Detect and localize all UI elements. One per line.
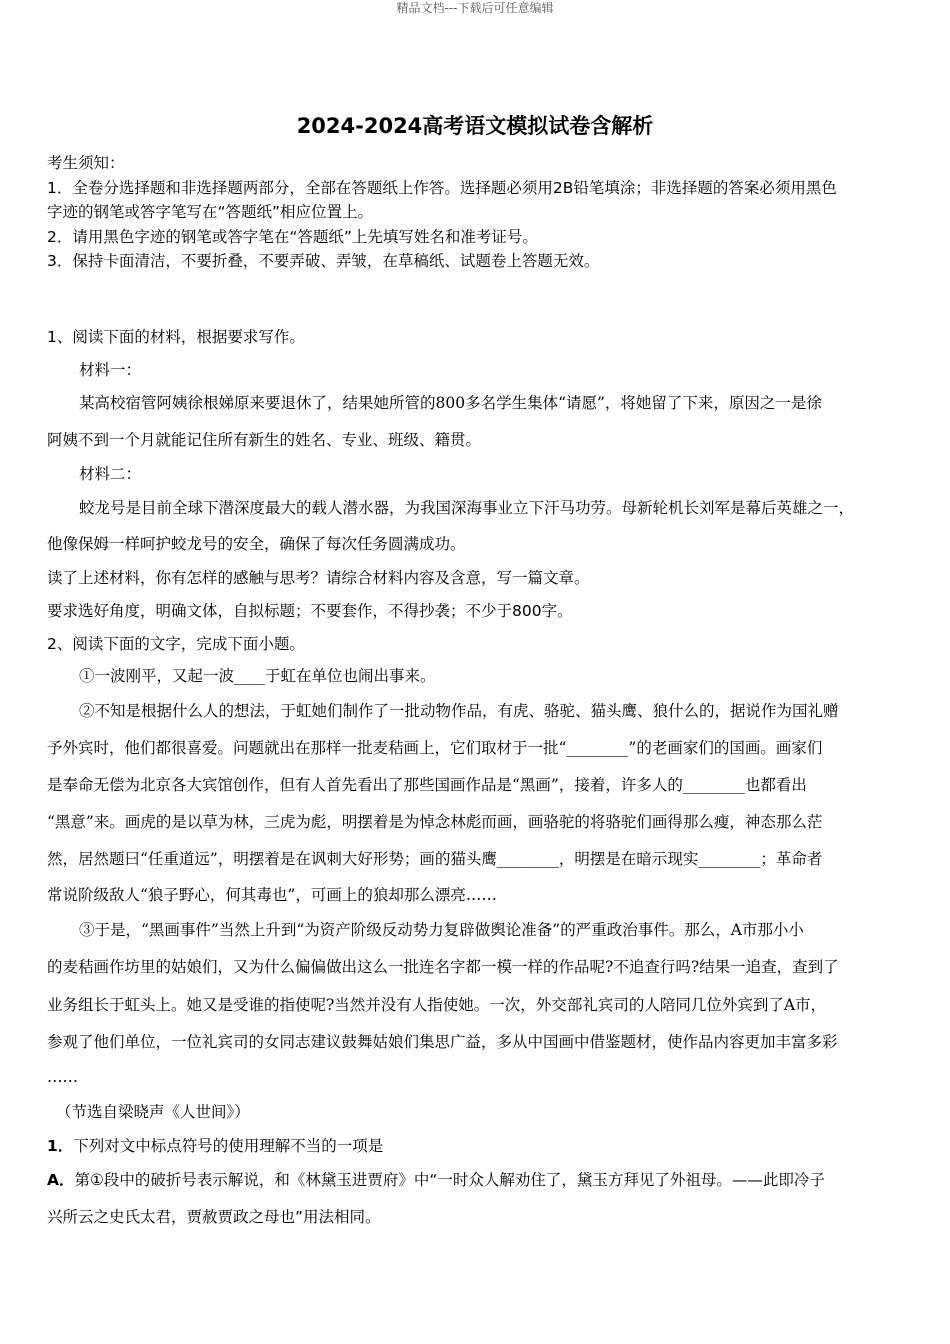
page-watermark: 精品文档---下载后可任意编辑 [396, 1, 554, 15]
q2-paragraph1: ①一波刚平，又起一波____于虹在单位也闹出事来。 [79, 667, 436, 685]
q2-paragraph2-line: 常说阶级敌人“狼子野心，何其毒也”，可画上的狼却那么漂亮…… [47, 886, 497, 904]
q1-requirement: 要求选好角度，明确文体，自拟标题；不要套作，不得抄袭；不少于800字。 [47, 602, 573, 620]
q2-paragraph3-line: …… [47, 1068, 78, 1086]
q2-paragraph3-line: 业务组长于虹头上。她又是受谁的指使呢?当然并没有人指使她。一次，外交部礼宾司的人陪同几位外宾到了A市， [47, 996, 827, 1014]
q2-paragraph3-line: 参观了他们单位，一位礼宾司的女同志建议鼓舞姑娘们集思广益，多从中国画中借鉴题材，使作品内容更加丰富多彩 [47, 1033, 838, 1051]
q2-option-a-cont: 兴所云之史氏太君，贾赦贾政之母也”用法相同。 [47, 1208, 381, 1226]
q1-material1-label: 材料一： [79, 361, 142, 379]
q2-paragraph2-line: “黑意”来。画虎的是以草为林，三虎为彪，明摆着是为悼念林彪而画，画骆驼的将骆驼们画得那么瘦，神态那么茫 [47, 813, 823, 831]
q2-paragraph2-line: 是奉命无偿为北京各大宾馆创作，但有人首先看出了那些国画作品是“黑画”，接着，许多人的________也都看出 [47, 776, 807, 794]
q2-option-a [47, 1169, 825, 1191]
q1-requirement: 读了上述材料，你有怎样的感触与思考？请综合材料内容及含意，写一篇文章。 [47, 569, 590, 587]
q2-paragraph2-line: 然，居然题曰“任重道远”，明摆着是在讽刺大好形势；画的猫头鹰________，明摆是在暗示现实________；革命者 [47, 850, 823, 868]
q2-subquestion: 1．下列对文中标点符号的使用理解不当的一项是 [47, 1137, 384, 1155]
q1-material1-text: 某高校宿管阿姨徐根娣原来要退休了，结果她所管的800多名学生集体“请愿”，将她留了下来，原因之一是徐 [79, 394, 822, 412]
q1-prompt: 1、阅读下面的材料，根据要求写作。 [47, 328, 305, 346]
notice-item: 字迹的钢笔或答字笔写在“答题纸”相应位置上。 [47, 203, 374, 221]
option-a-label: A． [47, 1171, 75, 1189]
q1-material2-label: 材料二： [79, 465, 142, 483]
q2-prompt: 2、阅读下面的文字，完成下面小题。 [47, 635, 305, 653]
q2-paragraph3-line: 的麦秸画作坊里的姑娘们，又为什么偏偏做出这么一批连名字都一模一样的作品呢?不追查行吗?结果一追查，查到了 [47, 958, 839, 976]
q2-paragraph3-line: ③于是，“黑画事件”当然上升到“为资产阶级反动势力复辟做舆论准备”的严重政治事件。那么，A市那小小 [79, 921, 804, 939]
q2-paragraph2-line: 予外宾时，他们都很喜爱。问题就出在那样一批麦秸画上，它们取材于一批“________”的老画家们的国画。画家们 [47, 739, 823, 757]
q2-paragraph2-line: ②不知是根据什么人的想法，于虹她们制作了一批动物作品，有虎、骆驼、猫头鹰、狼什么的，据说作为国礼赠 [79, 702, 839, 720]
option-a-text: 第①段中的破折号表示解说，和《林黛玉进贾府》中“一时众人解劝住了，黛玉方拜见了外祖母。——此即冷子 [74, 1171, 825, 1189]
notice-item: 1．全卷分选择题和非选择题两部分，全部在答题纸上作答。选择题必须用2B铅笔填涂；非选择题的答案必须用黑色 [47, 179, 837, 197]
page-title: 2024-2024高考语文模拟试卷含解析 [296, 114, 654, 138]
notice-heading: 考生须知： [47, 154, 125, 172]
q2-source: （节选自梁晓声《人世间》） [56, 1103, 250, 1121]
notice-item: 3．保持卡面清洁，不要折叠，不要弄破、弄皱，在草稿纸、试题卷上答题无效。 [47, 252, 600, 270]
q1-material1-text: 阿姨不到一个月就能记住所有新生的姓名、专业、班级、籍贯。 [47, 431, 482, 449]
q1-material2-text: 蛟龙号是目前全球下潜深度最大的载人潜水器，为我国深海事业立下汗马功劳。母新轮机长刘军是幕后英雄之一， [79, 499, 855, 517]
notice-item: 2．请用黑色字迹的钢笔或答字笔在“答题纸”上先填写姓名和准考证号。 [47, 228, 538, 246]
q1-material2-text: 他像保姆一样呵护蛟龙号的安全，确保了每次任务圆满成功。 [47, 535, 466, 553]
